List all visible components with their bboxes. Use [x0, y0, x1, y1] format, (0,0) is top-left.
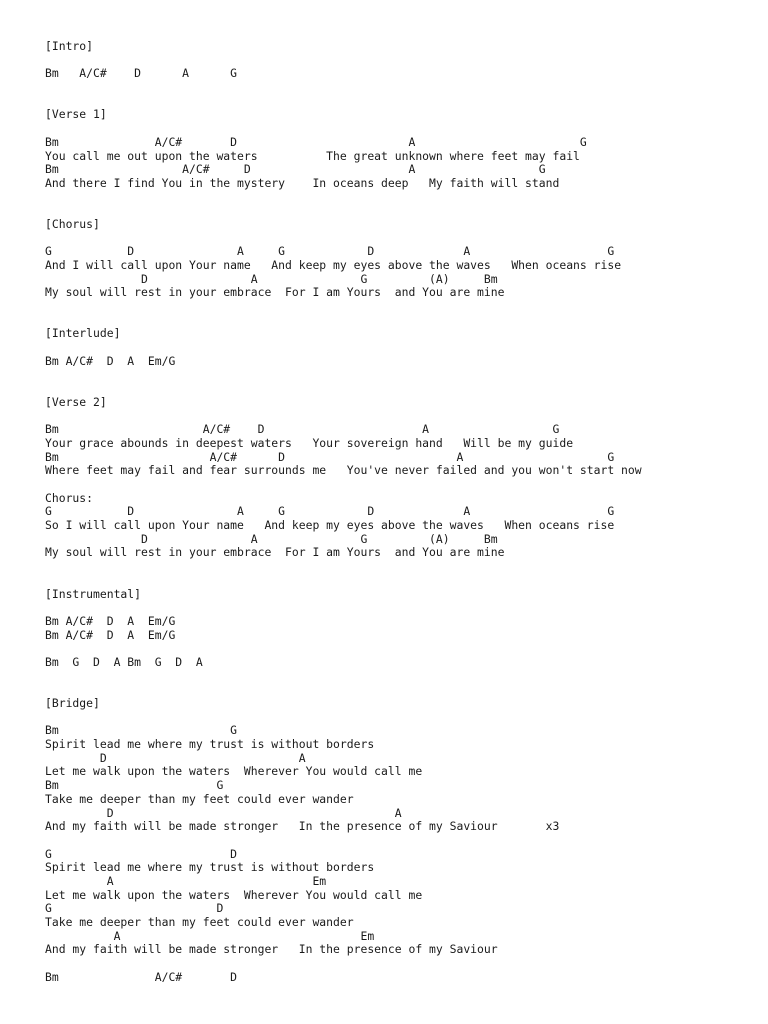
section-heading: [Intro]: [45, 39, 94, 53]
chord-line: Bm A/C# D A G: [45, 134, 587, 149]
blank-line: [45, 369, 760, 383]
section-heading: [Bridge]: [45, 696, 100, 710]
blank-line: [45, 232, 760, 246]
blank-line: [45, 341, 760, 355]
chord-line: G D: [45, 901, 224, 916]
lyric-line: Spirit lead me where my trust is without borders: [45, 737, 375, 752]
blank-line: [45, 957, 760, 971]
section-heading: [Verse 2]: [45, 394, 107, 409]
chord-line: Bm A/C# D A G: [45, 66, 238, 81]
blank-line: [45, 81, 760, 95]
blank-line: [45, 204, 760, 218]
blank-line: [45, 560, 760, 574]
chord-line: Bm A/C# D A Em/G: [45, 627, 176, 642]
chord-line: Bm G: [45, 723, 238, 738]
chord-line: D A: [45, 805, 402, 820]
chord-line: Bm G: [45, 778, 224, 793]
chord-line: G D: [45, 846, 238, 861]
lyric-line: Take me deeper than my feet could ever wander: [45, 915, 354, 929]
blank-line: [45, 711, 760, 725]
lyric-line: And there I find You in the mystery In oceans deep My faith will stand: [45, 175, 560, 190]
chord-line: Bm G D A Bm G D A: [45, 654, 203, 669]
blank-line: [45, 382, 760, 396]
blank-line: [45, 642, 760, 656]
lyric-line: Where feet may fail and fear surrounds me You've never failed and you won't start now: [45, 463, 642, 478]
blank-line: [45, 834, 760, 848]
lyric-line: Your grace abounds in deepest waters Your sovereign hand Will be my guide: [45, 435, 574, 450]
lyric-line: And my faith will be made stronger In the presence of my Saviour x3: [45, 819, 560, 834]
blank-line: [45, 122, 760, 136]
lyric-line: My soul will rest in your embrace For I am Yours and You are mine: [45, 545, 505, 560]
blank-line: [45, 410, 760, 424]
chord-line: D A G (A) Bm: [45, 531, 498, 546]
blank-line: [45, 300, 760, 314]
chord-line: G D A G D A G: [45, 244, 615, 259]
chord-line: G D A G D A G: [45, 504, 615, 519]
blank-line: [45, 683, 760, 697]
chord-line: Bm A/C# D: [45, 969, 238, 984]
blank-line: [45, 95, 760, 109]
section-heading: [Chorus]: [45, 216, 100, 231]
chord-line: Bm A/C# D A G: [45, 162, 546, 177]
lyric-line: So I will call upon Your name And keep my eyes above the waves When oceans rise: [45, 518, 615, 533]
section-heading: [Interlude]: [45, 326, 121, 341]
lyric-line: And I will call upon Your name And keep my eyes above the waves When oceans rise: [45, 258, 622, 272]
lyric-line: My soul will rest in your embrace For I am Yours and You are mine: [45, 285, 505, 300]
blank-line: [45, 601, 760, 615]
lyric-line: Take me deeper than my feet could ever wander: [45, 791, 354, 806]
blank-line: [45, 574, 760, 588]
section-heading: [Verse 1]: [45, 107, 107, 122]
lyric-line: Let me walk upon the waters Wherever You would call me: [45, 887, 423, 902]
blank-line: [45, 54, 760, 68]
blank-line: [45, 191, 760, 205]
chord-line: A Em: [45, 928, 375, 943]
chord-line: Bm A/C# D A G: [45, 422, 560, 437]
chord-line: Bm A/C# D A Em/G: [45, 613, 176, 628]
chord-line: Bm A/C# D A Em/G: [45, 353, 176, 368]
blank-line: [45, 478, 760, 492]
section-heading: Chorus:: [45, 490, 94, 505]
lyric-line: Spirit lead me where my trust is without borders: [45, 860, 375, 875]
chord-sheet: [45, 40, 760, 984]
chord-line: D A G (A) Bm: [45, 271, 498, 286]
chord-line: A Em: [45, 873, 327, 888]
section-heading: [Instrumental]: [45, 586, 142, 601]
chord-line: D A: [45, 750, 306, 765]
chord-line: Bm A/C# D A G: [45, 449, 615, 464]
lyric-line: Let me walk upon the waters Wherever You would call me: [45, 764, 423, 779]
blank-line: [45, 670, 760, 684]
lyric-line: You call me out upon the waters The great unknown where feet may fail: [45, 148, 580, 163]
lyric-line: And my faith will be made stronger In the presence of my Saviour: [45, 942, 498, 957]
blank-line: [45, 314, 760, 328]
